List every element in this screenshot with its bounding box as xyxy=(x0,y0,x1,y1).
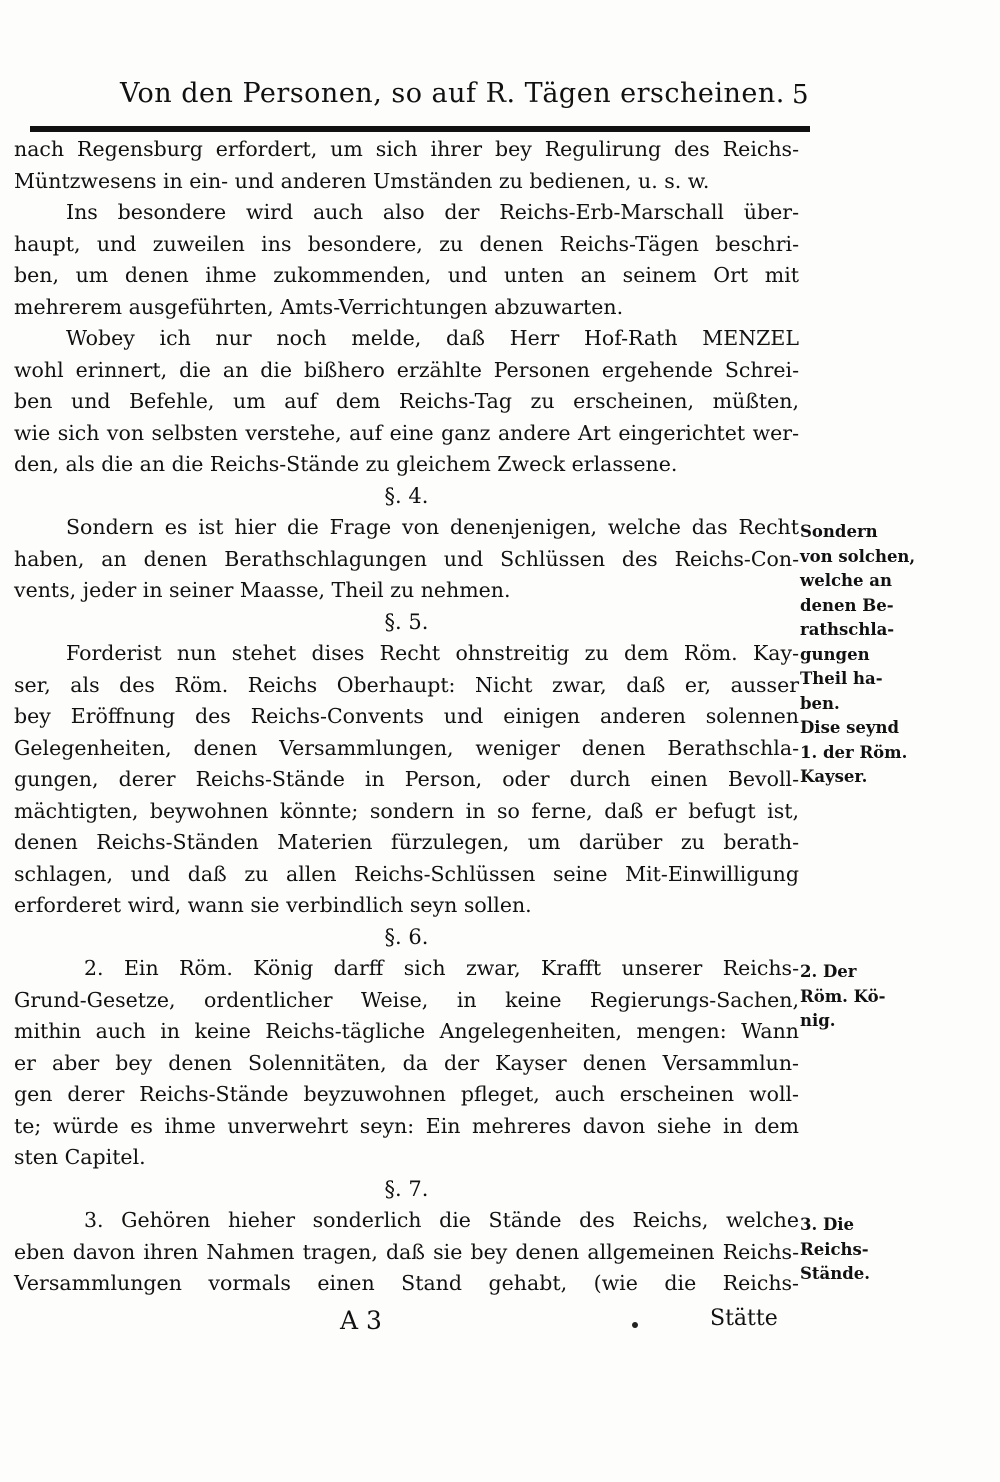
text-line: 3. Gehören hieher sonderlich die Stände des Reichs, welche xyxy=(84,1208,799,1232)
text-line: Wobey ich nur noch melde, daß Herr Hof-Rath MENZEL xyxy=(66,326,799,350)
margin-note-line: Röm. Kö- xyxy=(800,986,886,1006)
margin-note-2 xyxy=(800,960,1000,1034)
text-line: Grund-Gesetze, ordentlicher Weise, in keine Regierungs-Sachen, xyxy=(14,987,799,1012)
margin-note-line: Theil ha- xyxy=(800,669,883,688)
text-line: gungen, derer Reichs-Stände in Person, oder durch einen Bevoll- xyxy=(14,767,799,791)
section-heading-7: §. 7. xyxy=(384,1176,429,1201)
section-heading-5: §. 5. xyxy=(384,609,429,634)
page-number: 5 xyxy=(792,80,809,110)
text-line: erforderet wird, wann sie verbindlich seyn sollen. xyxy=(14,893,532,917)
text-line: ben, um denen ihme zukommenden, und unten an seinem Ort mit xyxy=(14,263,799,287)
text-line: ser, als des Röm. Reichs Oberhaupt: Nicht zwar, daß er, ausser xyxy=(14,672,799,697)
text-line: 2. Ein Röm. König darff sich zwar, Krafft unserer Reichs- xyxy=(84,956,799,980)
text-line: Forderist nun stehet dises Recht ohnstreitig zu dem Röm. Kay- xyxy=(66,641,799,665)
text-line: Ins besondere wird auch also der Reichs-Erb-Marschall über- xyxy=(66,200,799,224)
text-line: Müntzwesens in ein- und anderen Umständen zu bedienen, u. s. w. xyxy=(14,168,710,193)
text-line: eben davon ihren Nahmen tragen, daß sie bey denen allgemeinen Reichs- xyxy=(14,1239,799,1264)
ink-dot xyxy=(632,1322,638,1328)
text-line: bey Eröffnung des Reichs-Convents und einigen anderen solennen xyxy=(14,704,799,728)
margin-note-line: welche an xyxy=(800,571,892,590)
body-text xyxy=(14,134,799,1300)
text-line: mächtigten, beywohnen könnte; sondern in so ferne, daß er befugt ist, xyxy=(14,798,799,823)
signature-mark: A 3 xyxy=(340,1306,382,1335)
text-line: Gelegenheiten, denen Versammlungen, weniger denen Berathschla- xyxy=(14,735,799,760)
margin-note-1 xyxy=(800,520,1000,790)
text-line: sten Capitel. xyxy=(14,1145,146,1169)
text-line: Sondern es ist hier die Frage von denenjenigen, welche das Recht xyxy=(66,515,799,539)
text-line: den, als die an die Reichs-Stände zu gleichem Zweck erlassene. xyxy=(14,452,678,476)
text-line: wohl erinnert, die an die bißhero erzählte Personen ergehende Schrei- xyxy=(14,357,799,382)
margin-note-line: von solchen, xyxy=(800,546,916,566)
text-line: ben und Befehle, um auf dem Reichs-Tag zu erscheinen, müßten, xyxy=(14,389,799,413)
margin-note-line: Reichs- xyxy=(800,1239,869,1259)
text-line: haupt, und zuweilen ins besondere, zu denen Reichs-Tägen beschri- xyxy=(14,231,799,256)
text-line: mehrerem ausgeführten, Amts-Verrichtungen abzuwarten. xyxy=(14,294,624,319)
margin-note-line: Sondern xyxy=(800,522,878,541)
text-line: vents, jeder in seiner Maasse, Theil zu nehmen. xyxy=(14,578,511,602)
header-rule xyxy=(30,126,810,132)
catchword: Stätte xyxy=(710,1306,778,1331)
text-line: te; würde es ihme unverwehrt seyn: Ein mehreres davon siehe in dem xyxy=(14,1113,799,1138)
section-heading-4: §. 4. xyxy=(384,483,429,508)
margin-note-line: 2. Der xyxy=(800,962,857,981)
text-line: wie sich von selbsten verstehe, auf eine ganz andere Art eingerichtet wer- xyxy=(14,420,799,445)
text-line: gen derer Reichs-Stände beyzuwohnen pfleget, auch erscheinen woll- xyxy=(14,1082,799,1106)
margin-note-line: Stände. xyxy=(800,1264,871,1283)
margin-note-line: 3. Die xyxy=(800,1215,855,1234)
text-line: Versammlungen vormals einen Stand gehabt, (wie die Reichs- xyxy=(14,1271,799,1295)
margin-note-3 xyxy=(800,1213,1000,1287)
margin-note-line: Kayser. xyxy=(800,767,868,786)
margin-note-line: Dise seynd xyxy=(800,718,900,737)
text-line: schlagen, und daß zu allen Reichs-Schlüssen seine Mit-Einwilligung xyxy=(14,861,799,886)
text-line: nach Regensburg erfordert, um sich ihrer bey Regulirung des Reichs- xyxy=(14,137,799,161)
margin-note-line: 1. der Röm. xyxy=(800,742,908,762)
margin-note-line: rathschla- xyxy=(800,620,895,639)
margin-note-line: ben. xyxy=(800,693,840,713)
section-heading-6: §. 6. xyxy=(384,924,429,949)
text-line: er aber bey denen Solennitäten, da der Kayser denen Versammlun- xyxy=(14,1050,799,1075)
text-line: denen Reichs-Ständen Materien fürzulegen, um darüber zu berath- xyxy=(14,830,799,854)
margin-note-line: nig. xyxy=(800,1011,836,1030)
text-line: mithin auch in keine Reichs-tägliche Angelegenheiten, mengen: Wann xyxy=(14,1019,799,1043)
margin-note-line: denen Be- xyxy=(800,595,894,615)
text-line: haben, an denen Berathschlagungen und Schlüssen des Reichs-Con- xyxy=(14,546,799,571)
margin-note-line: gungen xyxy=(800,644,870,664)
running-title: Von den Personen, so auf R. Tägen erscheinen. xyxy=(120,78,785,109)
